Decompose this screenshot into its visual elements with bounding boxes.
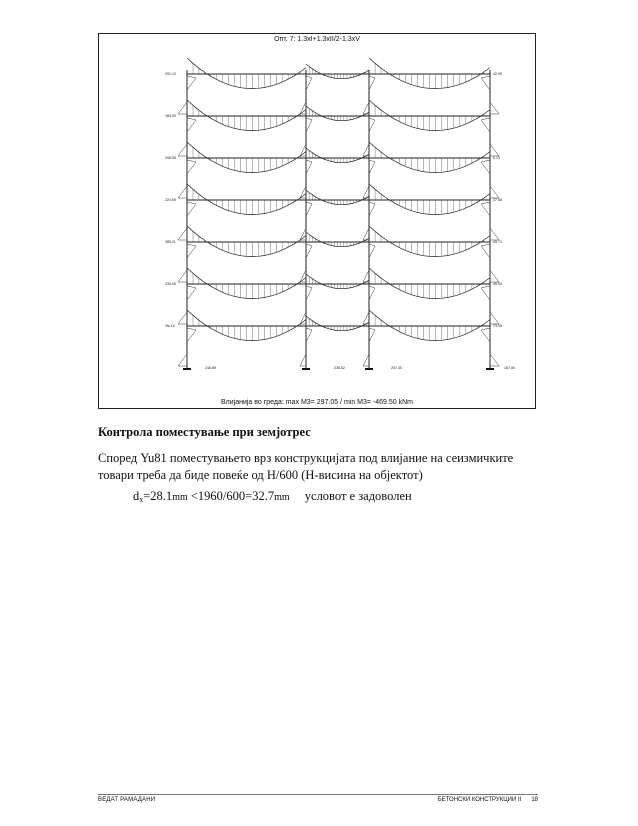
column-support: [183, 368, 191, 370]
column-moment: [306, 76, 312, 90]
moment-diagram-figure: [98, 33, 536, 409]
column-moment: [490, 270, 499, 282]
result-value: =28.1: [143, 489, 173, 503]
result-unit-2: mm: [274, 492, 290, 503]
column-moment: [369, 286, 375, 300]
column-moment: [306, 286, 312, 300]
moment-label-right: 49.71: [493, 240, 502, 244]
column-moment: [490, 186, 499, 198]
column-moment: [490, 102, 499, 114]
column-moment: [369, 160, 375, 174]
moment-label-right: 49.54: [493, 282, 502, 286]
column-moment: [306, 244, 312, 258]
column-moment: [187, 118, 196, 132]
section-paragraph: Според Yu81 поместувањето врз конструкцијата под влијание на сеизмичките товари треба да биде повеќе од H/600 (H-висина на објектот): [98, 451, 514, 482]
column-moment: [187, 160, 196, 174]
column-moment: [178, 144, 187, 156]
column-moment: [306, 202, 312, 216]
column-moment: [481, 286, 490, 300]
moment-label-left: 285.11: [165, 240, 176, 244]
base-reaction-label: 187.80: [504, 366, 515, 370]
column-moment: [369, 202, 375, 216]
column-moment: [178, 270, 187, 282]
column-moment: [178, 102, 187, 114]
result-unit: mm: [172, 492, 188, 503]
moment-label-right: 5.13: [493, 156, 500, 160]
result-symbol: d: [133, 489, 140, 503]
column-moment: [187, 202, 196, 216]
moment-label-left: 183.90: [165, 114, 176, 118]
moment-label-left: 2fs.10: [165, 324, 175, 328]
moment-label-left: 291.12: [165, 72, 176, 76]
column-moment: [300, 354, 306, 366]
column-moment: [481, 202, 490, 216]
result-conclusion: условот е задоволен: [304, 489, 412, 503]
column-support: [302, 368, 310, 370]
column-moment: [187, 244, 196, 258]
column-moment: [178, 312, 187, 324]
footer-right: [438, 797, 538, 803]
displacement-result: [133, 489, 412, 504]
column-moment: [481, 76, 490, 90]
column-moment: [369, 76, 375, 90]
column-moment: [187, 76, 196, 90]
column-moment: [481, 244, 490, 258]
column-moment: [306, 328, 312, 342]
column-moment: [481, 328, 490, 342]
column-moment: [490, 354, 499, 366]
column-support: [365, 368, 373, 370]
column-moment: [369, 244, 375, 258]
base-reaction-label: 235.62: [334, 366, 345, 370]
result-comparison: <1960/600=32.7: [190, 489, 275, 503]
column-moment: [187, 328, 196, 342]
column-moment: [481, 118, 490, 132]
moment-label-left: 239.00: [165, 282, 176, 286]
column-moment: [481, 160, 490, 174]
column-moment: [363, 354, 369, 366]
column-moment: [187, 286, 196, 300]
moment-label-right: 27.58: [493, 198, 502, 202]
figure-caption: Влијанија во греда: max M3= 297.05 / min M3= -469.50 kNm: [220, 399, 414, 406]
column-moment: [490, 228, 499, 240]
column-moment: [306, 160, 312, 174]
column-support: [486, 368, 494, 370]
section-heading: Контрола поместување при земјотрес: [98, 425, 311, 439]
footer-course: БЕТОНСКИ КОНСТРУКЦИИ II: [437, 797, 522, 803]
column-moment: [490, 144, 499, 156]
column-moment: [369, 328, 375, 342]
base-reaction-label: 246.89: [205, 366, 216, 370]
moment-label-left: 224.69: [165, 198, 176, 202]
column-moment: [490, 312, 499, 324]
column-moment: [178, 228, 187, 240]
moment-label-left: 208.55: [165, 156, 176, 160]
moment-label-right: 42.99: [493, 72, 502, 76]
footer-author: ВЕДАТ РАМАДАНИ: [98, 797, 156, 803]
column-moment: [178, 354, 187, 366]
column-moment: [306, 118, 312, 132]
column-moment: [178, 186, 187, 198]
column-moment: [369, 118, 375, 132]
page-number: 18: [531, 797, 538, 803]
moment-label-right: 73.05: [493, 324, 502, 328]
figure-title: Опт. 7: 1.3xI+1.3xII/2-1.3xV: [274, 36, 360, 43]
frame-diagram: [99, 34, 535, 408]
base-reaction-label: 257.40: [391, 366, 402, 370]
result-subscript: x: [139, 495, 144, 504]
footer-divider: [98, 794, 538, 795]
